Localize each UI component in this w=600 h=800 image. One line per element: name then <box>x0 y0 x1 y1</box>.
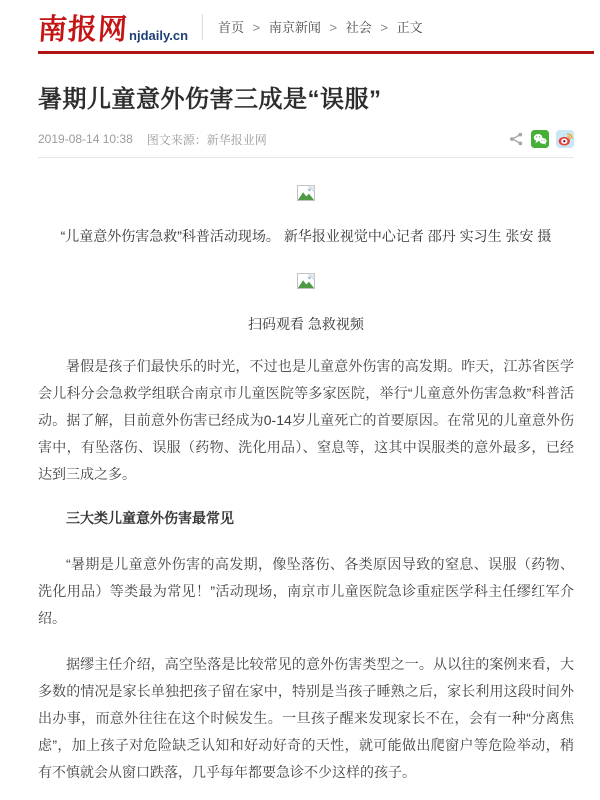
breadcrumb-society[interactable]: 社会 <box>345 20 372 35</box>
article-paragraph: 暑假是孩子们最快乐的时光，不过也是儿童意外伤害的高发期。昨天，江苏省医学会儿科分会急救学组联合南京市儿童医院等多家医院，举行“儿童意外伤害急救”科普活动。据了解，目前意外伤害已经成为0-14岁儿童死亡的首要原因。在常见的儿童意外伤害中，有坠落伤、误服（药物、洗化用品）、窒息等，这其中误服类的意外最多，已经达到三成之多。 <box>38 358 574 482</box>
share-bar <box>508 130 574 148</box>
breadcrumb <box>218 17 423 36</box>
breadcrumb-separator: > <box>252 20 261 35</box>
article-subheading: 三大类儿童意外伤害最常见 <box>66 510 234 526</box>
breadcrumb-home[interactable]: 首页 <box>218 20 245 35</box>
header-divider <box>202 14 203 40</box>
broken-image-icon <box>296 278 316 295</box>
source-label: 图文来源：新华报业网 <box>146 132 267 147</box>
weibo-icon[interactable] <box>556 130 574 148</box>
wechat-icon[interactable] <box>531 130 549 148</box>
figure-caption: 扫码观看 急救视频 <box>248 316 364 332</box>
article-paragraph: “暑期是儿童意外伤害的高发期，像坠落伤、各类原因导致的窒息、误服（药物、洗化用品）等类最为常见！”活动现场，南京市儿童医院急诊重症医学科主任缪红军介绍。 <box>38 556 574 626</box>
broken-image-icon <box>296 190 316 207</box>
site-logo-en[interactable]: njdaily.cn <box>129 27 189 43</box>
publish-date: 2019-08-14 10:38 <box>38 132 133 146</box>
figure-caption: “儿童意外伤害急救”科普活动现场。 新华报业视觉中心记者 邵丹 实习生 张安 摄 <box>60 228 552 244</box>
breadcrumb-separator: > <box>380 20 388 35</box>
header-red-rule <box>38 51 594 54</box>
figure-placeholder-2 <box>38 271 574 291</box>
article-meta <box>38 130 574 158</box>
page-title: 暑期儿童意外伤害三成是“误服” <box>38 86 382 113</box>
breadcrumb-current: 正文 <box>396 20 423 35</box>
site-logo[interactable] <box>36 11 189 46</box>
breadcrumb-separator: > <box>329 20 338 35</box>
share-icon[interactable] <box>508 131 524 147</box>
article-main <box>0 85 600 800</box>
breadcrumb-nanjing-news[interactable]: 南京新闻 <box>268 20 321 35</box>
article-paragraph: 据缪主任介绍，高空坠落是比较常见的意外伤害类型之一。从以往的案例来看，大多数的情况是家长单独把孩子留在家中，特别是当孩子睡熟之后，家长利用这段时间外出办事，而意外往往在这个时候发生。一旦孩子醒来发现家长不在，会有一种“分离焦虑”，加上孩子对危险缺乏认知和好动好奇的天性，就可能做出爬窗户等危险举动，稍有不慎就会从窗口跌落，几乎每年都要急诊不少这样的孩子。 <box>38 656 574 780</box>
site-logo-cn[interactable]: 南报网 <box>36 11 130 46</box>
figure-placeholder-1 <box>38 183 574 203</box>
site-header <box>0 0 600 46</box>
